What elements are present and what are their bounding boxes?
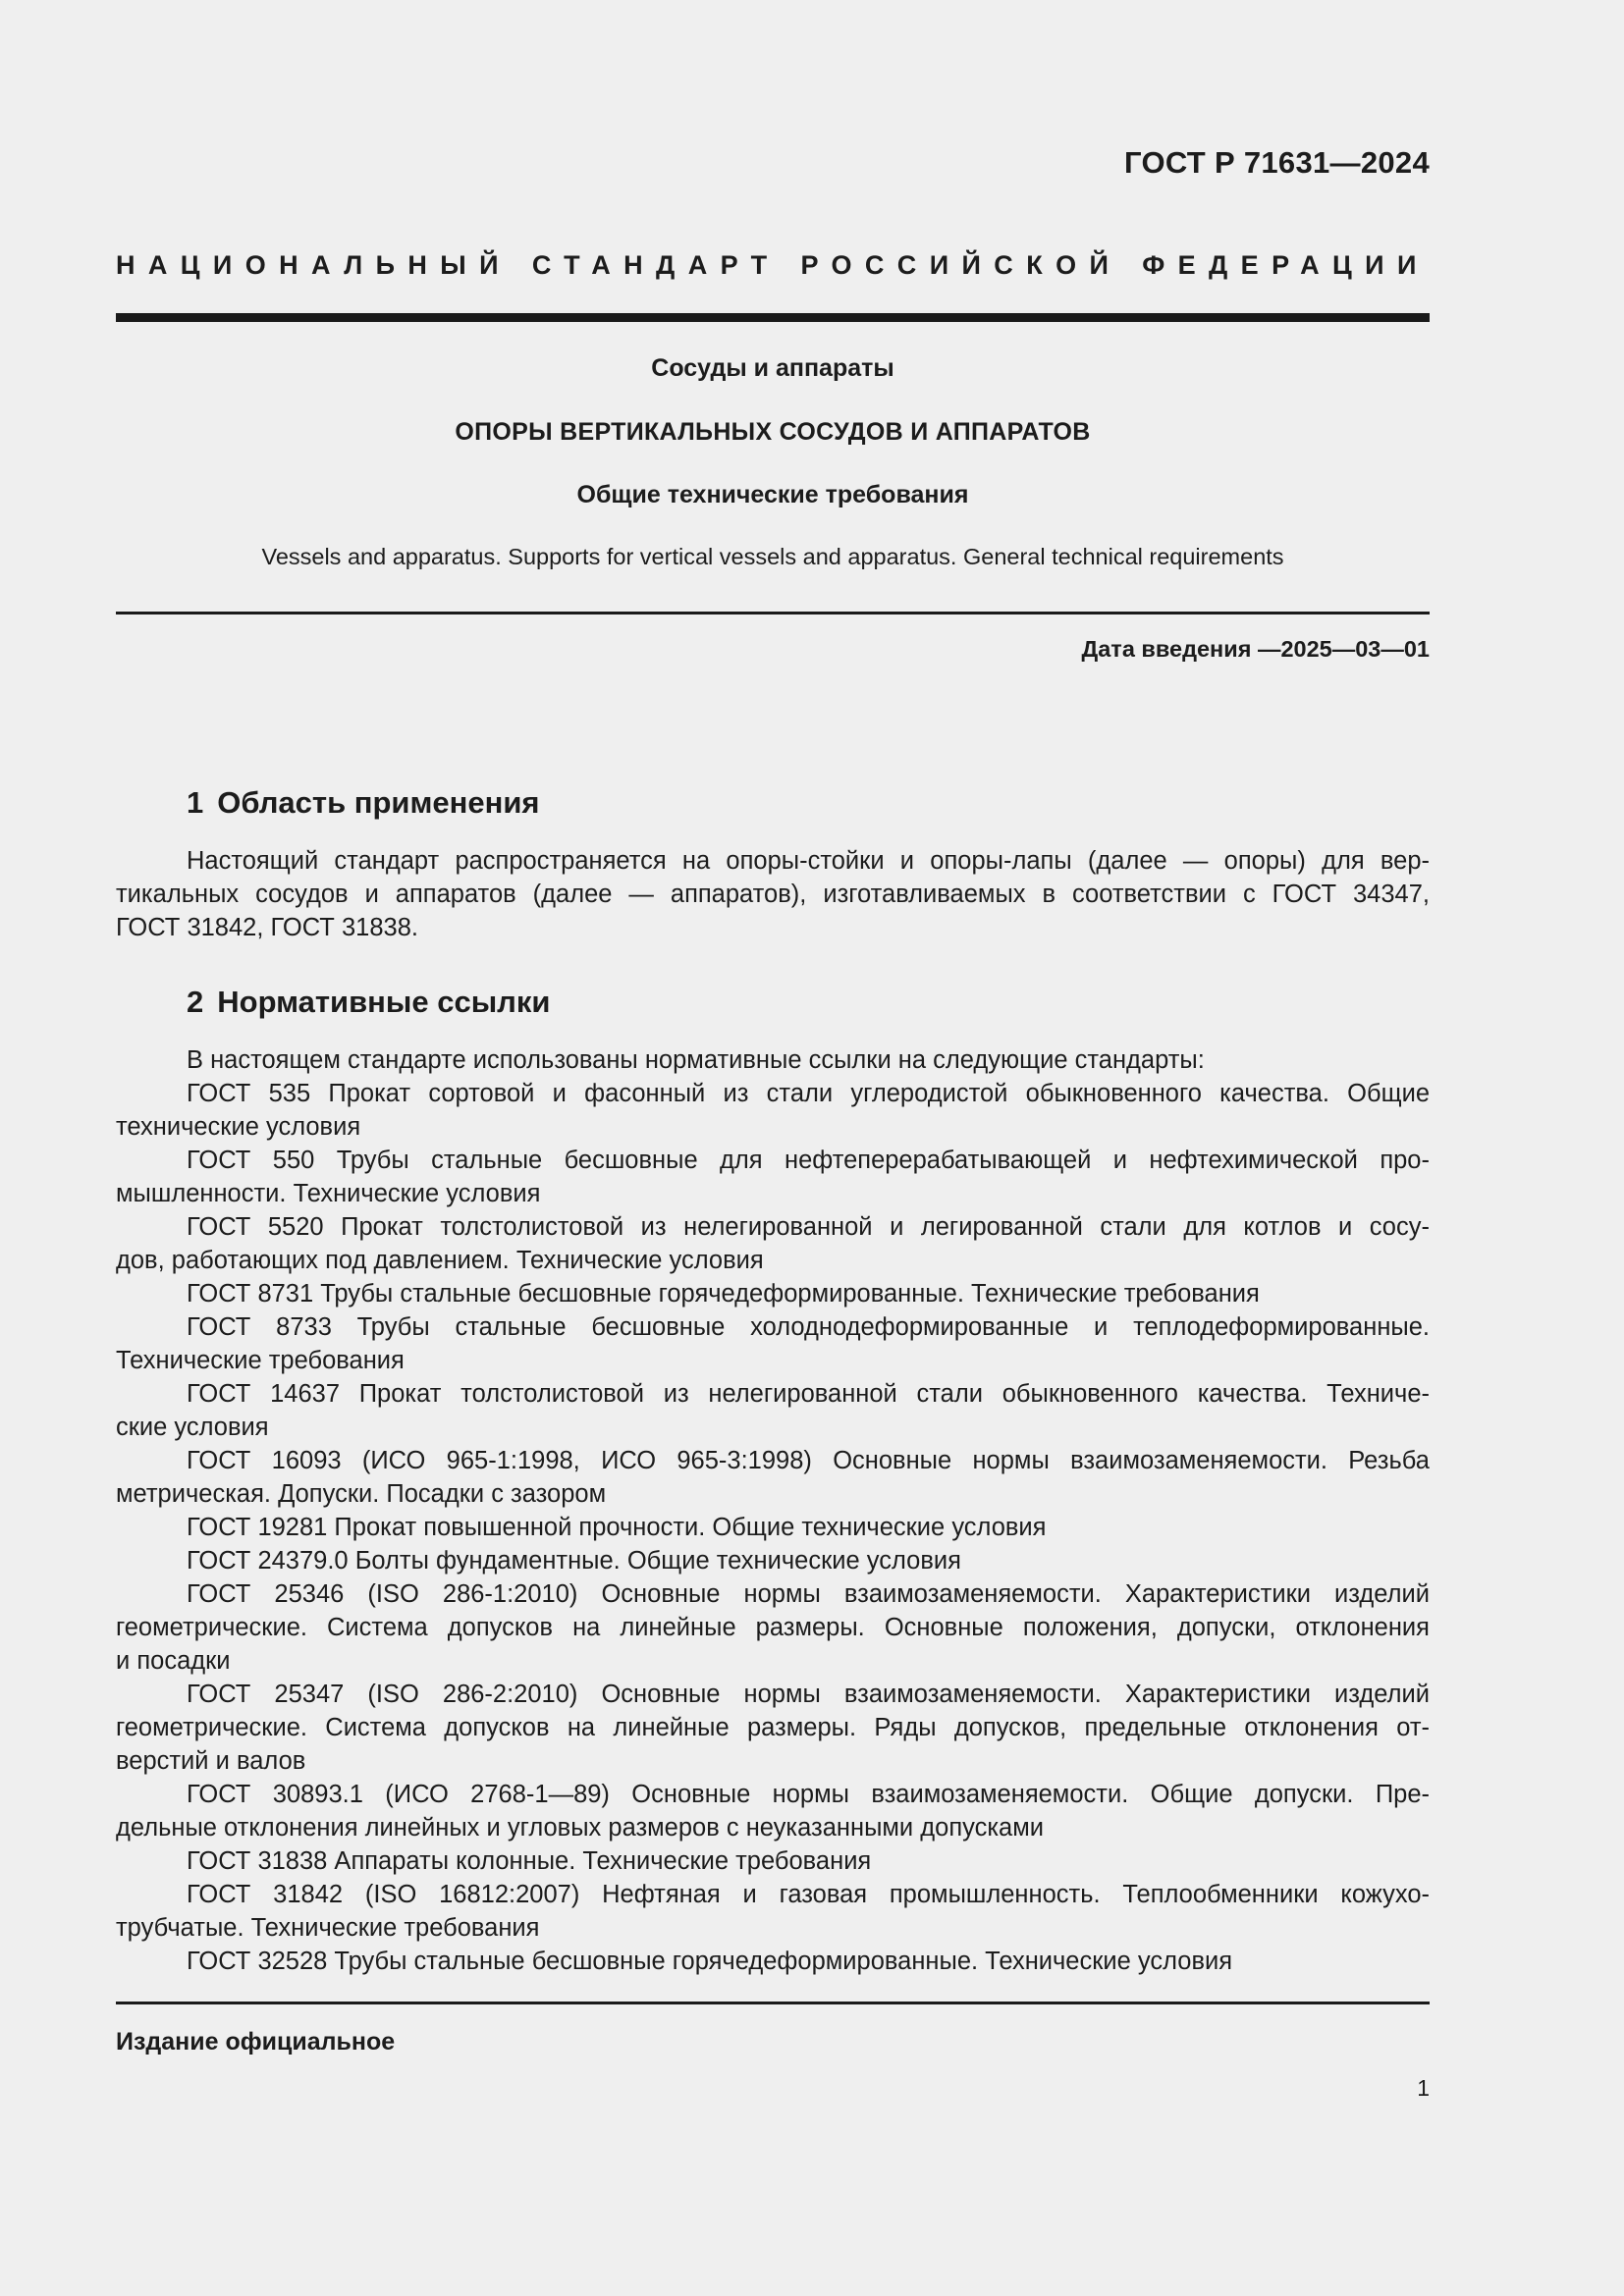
reference-continuation: дов, работающих под давлением. Технические условия [116,1247,764,1274]
reference-continuation: верстий и валов [116,1747,306,1775]
reference-item: ГОСТ 14637 Прокат толстолистовой из нелегированной стали обыкновенного качества. Техниче- [187,1380,1430,1408]
reference-continuation: мышленности. Технические условия [116,1180,541,1207]
references-list [116,1043,1430,1978]
group-title: Сосуды и аппараты [651,354,894,382]
main-title: ОПОРЫ ВЕРТИКАЛЬНЫХ СОСУДОВ И АППАРАТОВ [455,418,1091,446]
section-heading-scope [187,785,540,821]
introduction-date: Дата введения —2025—03—01 [1081,636,1430,662]
reference-item: ГОСТ 19281 Прокат повышенной прочности. Общие технические условия [187,1514,1047,1541]
reference-item: ГОСТ 32528 Трубы стальные бесшовные горячедеформированные. Технические условия [187,1948,1233,1975]
section-title: Область применения [217,785,540,820]
reference-continuation: технические условия [116,1113,361,1141]
reference-item: ГОСТ 30893.1 (ИСО 2768-1—89) Основные нормы взаимозаменяемости. Общие допуски. Пре- [187,1781,1430,1808]
reference-item: ГОСТ 8731 Трубы стальные бесшовные горячедеформированные. Технические требования [187,1280,1260,1308]
reference-continuation: ские условия [116,1414,269,1441]
header-divider [116,313,1430,322]
page-number: 1 [1417,2075,1430,2101]
reference-continuation: трубчатые. Технические требования [116,1914,540,1942]
text-line: В настоящем стандарте использованы нормативные ссылки на следующие стандарты: [187,1046,1205,1074]
national-standard-title: НАЦИОНАЛЬНЫЙ СТАНДАРТ РОССИЙСКОЙ ФЕДЕРАЦИИ [116,250,1430,280]
reference-continuation: геометрические. Система допусков на линейные размеры. Основные положения, допуски, отклонения [116,1614,1430,1641]
reference-continuation: геометрические. Система допусков на линейные размеры. Ряды допусков, предельные отклонения от- [116,1714,1430,1741]
reference-item: ГОСТ 25346 (ISO 286-1:2010) Основные нормы взаимозаменяемости. Характеристики изделий [187,1580,1430,1608]
text-line: Настоящий стандарт распространяется на опоры-стойки и опоры-лапы (далее — опоры) для вер- [187,847,1430,875]
section-number: 1 [187,785,204,820]
section-heading-references [187,985,550,1020]
sub-title: Общие технические требования [576,481,969,508]
scope-paragraph [116,844,1430,944]
reference-item: ГОСТ 5520 Прокат толстолистовой из нелегированной и легированной стали для котлов и сосу- [187,1213,1430,1241]
document-id: ГОСТ Р 71631—2024 [1124,145,1430,180]
reference-item: ГОСТ 31838 Аппараты колонные. Технические требования [187,1847,872,1875]
reference-continuation: дельные отклонения линейных и угловых размеров с неуказанными допусками [116,1814,1045,1842]
reference-item: ГОСТ 16093 (ИСО 965-1:1998, ИСО 965-3:1998) Основные нормы взаимозаменяемости. Резьба [187,1447,1430,1474]
footer-divider [116,2002,1430,2004]
reference-continuation: Технические требования [116,1347,405,1374]
title-divider [116,612,1430,614]
reference-item: ГОСТ 31842 (ISO 16812:2007) Нефтяная и газовая промышленность. Теплообменники кожухо- [187,1881,1430,1908]
reference-item: ГОСТ 25347 (ISO 286-2:2010) Основные нормы взаимозаменяемости. Характеристики изделий [187,1681,1430,1708]
reference-continuation: метрическая. Допуски. Посадки с зазором [116,1480,607,1508]
reference-item: ГОСТ 8733 Трубы стальные бесшовные холоднодеформированные и теплодеформированные. [187,1313,1430,1341]
reference-item: ГОСТ 535 Прокат сортовой и фасонный из стали углеродистой обыкновенного качества. Общие [187,1080,1430,1107]
reference-item: ГОСТ 24379.0 Болты фундаментные. Общие технические условия [187,1547,961,1575]
english-title: Vessels and apparatus. Supports for vertical vessels and apparatus. General technical requirements [261,544,1284,569]
text-line: ГОСТ 31842, ГОСТ 31838. [116,914,418,941]
reference-continuation: и посадки [116,1647,231,1675]
section-title: Нормативные ссылки [217,985,551,1019]
edition-label: Издание официальное [116,2028,396,2056]
section-number: 2 [187,985,204,1019]
text-line: тикальных сосудов и аппаратов (далее — аппаратов), изготавливаемых в соответствии с ГОСТ 34347, [116,881,1430,908]
reference-item: ГОСТ 550 Трубы стальные бесшовные для нефтеперерабатывающей и нефтехимической про- [187,1147,1430,1174]
